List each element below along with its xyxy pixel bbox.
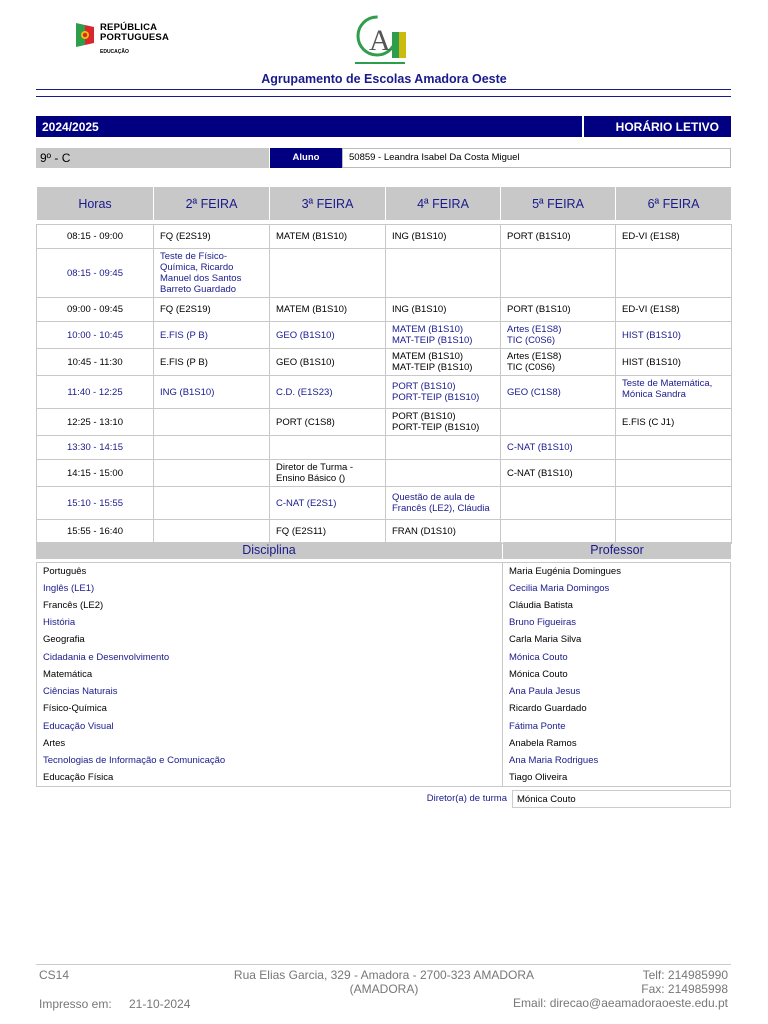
slot-cell xyxy=(501,409,616,436)
schedule-row xyxy=(37,225,732,249)
footer-contacts xyxy=(480,968,728,1010)
hora-cell: 13:30 - 14:15 xyxy=(37,436,154,460)
schedule-header-row xyxy=(37,187,732,221)
gov-name xyxy=(100,23,169,43)
professor-item: Mónica Couto xyxy=(509,669,568,680)
slot-cell: ING (B1S10) xyxy=(386,298,501,322)
slot-cell: MATEM (B1S10) xyxy=(270,298,386,322)
slot-cell xyxy=(616,436,732,460)
schedule-row xyxy=(37,298,732,322)
slot-cell xyxy=(501,249,616,298)
professor-item: Mónica Couto xyxy=(509,652,568,663)
disciplina-item: Físico-Química xyxy=(43,703,107,714)
school-name: Agrupamento de Escolas Amadora Oeste xyxy=(261,72,507,86)
slot-cell xyxy=(616,249,732,298)
slot-cell: C-NAT (B1S10) xyxy=(501,460,616,487)
diretor-turma-label: Diretor(a) de turma xyxy=(426,793,507,804)
hora-cell: 15:55 - 16:40 xyxy=(37,520,154,544)
professor-item: Carla Maria Silva xyxy=(509,634,582,645)
hora-cell: 09:00 - 09:45 xyxy=(37,298,154,322)
slot-cell xyxy=(154,520,270,544)
slot-cell: ING (B1S10) xyxy=(386,225,501,249)
header-quarta: 4ª FEIRA xyxy=(386,187,501,221)
header-quinta: 5ª FEIRA xyxy=(501,187,616,221)
disciplina-item: Cidadania e Desenvolvimento xyxy=(43,652,170,663)
svg-text:A: A xyxy=(369,24,391,57)
schedule-row xyxy=(37,436,732,460)
slot-cell xyxy=(386,249,501,298)
slot-cell: C.D. (E1S23) xyxy=(270,376,386,409)
professor-item: Bruno Figueiras xyxy=(509,617,577,628)
slot-cell: C-NAT (B1S10) xyxy=(501,436,616,460)
slot-cell xyxy=(616,487,732,520)
slot-cell xyxy=(386,436,501,460)
professor-item: Ana Maria Rodrigues xyxy=(509,755,599,766)
disciplina-item: Tecnologias de Informação e Comunicação xyxy=(43,755,226,766)
hora-cell: 10:00 - 10:45 xyxy=(37,322,154,349)
professor-item: Ana Paula Jesus xyxy=(509,686,581,697)
slot-cell: PORT (B1S10) PORT-TEIP (B1S10) xyxy=(386,376,501,409)
slot-cell xyxy=(154,460,270,487)
slot-cell: Questão de aula de Francês (LE2), Cláudia xyxy=(386,487,501,520)
disciplina-item: Educação Visual xyxy=(43,721,114,732)
schedule-row xyxy=(37,249,732,298)
document-title: HORÁRIO LETIVO xyxy=(584,116,731,137)
disciplina-item: Ciências Naturais xyxy=(43,686,118,697)
professor-item: Anabela Ramos xyxy=(509,738,577,749)
professor-item: Ricardo Guardado xyxy=(509,703,587,714)
hora-cell: 14:15 - 15:00 xyxy=(37,460,154,487)
footer-email: Email: direcao@aeamadoraoeste.edu.pt xyxy=(513,996,728,1010)
footer-telf: Telf: 214985990 xyxy=(642,968,728,982)
header-rule xyxy=(36,89,731,90)
slot-cell xyxy=(154,409,270,436)
address-line1: Rua Elias Garcia, 329 - Amadora - 2700-323 AMADORA xyxy=(233,968,535,982)
disciplina-item: História xyxy=(43,617,76,628)
disciplina-item: Matemática xyxy=(43,669,93,680)
printed-label: Impresso em: xyxy=(39,997,112,1011)
school-logo xyxy=(350,12,412,68)
schedule-row xyxy=(37,487,732,520)
slot-cell xyxy=(270,436,386,460)
footer-fax: Fax: 214985998 xyxy=(641,982,728,996)
slot-cell: GEO (B1S10) xyxy=(270,322,386,349)
slot-cell: FQ (E2S19) xyxy=(154,298,270,322)
schedule-row xyxy=(37,460,732,487)
footer-rule xyxy=(36,964,731,965)
schedule-row xyxy=(37,520,732,544)
slot-cell xyxy=(501,487,616,520)
slot-cell xyxy=(154,436,270,460)
address-line2: (AMADORA) xyxy=(349,982,419,996)
aluno-label: Aluno xyxy=(270,148,342,168)
slot-cell: Artes (E1S8) TIC (C0S6) xyxy=(501,349,616,376)
gov-sub: EDUCAÇÃO xyxy=(100,49,129,55)
hora-cell: 08:15 - 09:00 xyxy=(37,225,154,249)
disciplina-item: Francês (LE2) xyxy=(43,600,104,611)
slot-cell: ING (B1S10) xyxy=(154,376,270,409)
aluno-value: 50859 - Leandra Isabel Da Costa Miguel xyxy=(342,148,731,168)
professor-item: Maria Eugénia Domingues xyxy=(509,566,621,577)
slot-cell: FRAN (D1S10) xyxy=(386,520,501,544)
republica-portuguesa-logo xyxy=(76,20,171,58)
slot-cell: HIST (B1S10) xyxy=(616,349,732,376)
professor-item: Cláudia Batista xyxy=(509,600,573,611)
school-year: 2024/2025 xyxy=(36,116,582,137)
portugal-flag-icon xyxy=(76,23,94,47)
slot-cell: GEO (C1S8) xyxy=(501,376,616,409)
slot-cell: ED-VI (E1S8) xyxy=(616,225,732,249)
disciplines-list xyxy=(36,562,731,787)
slot-cell: MATEM (B1S10) xyxy=(270,225,386,249)
slot-cell: E.FIS (P B) xyxy=(154,349,270,376)
schedule-row xyxy=(37,409,732,436)
slot-cell: PORT (C1S8) xyxy=(270,409,386,436)
slot-cell xyxy=(616,520,732,544)
disciplina-item: Artes xyxy=(43,738,66,749)
hora-cell: 11:40 - 12:25 xyxy=(37,376,154,409)
slot-cell: E.FIS (P B) xyxy=(154,322,270,349)
hora-cell: 08:15 - 09:45 xyxy=(37,249,154,298)
footer-code: CS14 xyxy=(39,968,70,982)
header-rule-2 xyxy=(36,96,731,97)
header-sexta: 6ª FEIRA xyxy=(616,187,732,221)
slot-cell: E.FIS (C J1) xyxy=(616,409,732,436)
disciplina-item: Geografia xyxy=(43,634,85,645)
slot-cell: PORT (B1S10) xyxy=(501,225,616,249)
slot-cell: C-NAT (E2S1) xyxy=(270,487,386,520)
printed-date: 21-10-2024 xyxy=(129,997,191,1011)
disciplina-header: Disciplina xyxy=(36,542,502,559)
slot-cell: FQ (E2S19) xyxy=(154,225,270,249)
hora-cell: 15:10 - 15:55 xyxy=(37,487,154,520)
slot-cell xyxy=(616,460,732,487)
slot-cell xyxy=(154,487,270,520)
slot-cell: Teste de Físico-Química, Ricardo Manuel dos Santos Barreto Guardado xyxy=(154,249,270,298)
slot-cell: Artes (E1S8) TIC (C0S6) xyxy=(501,322,616,349)
schedule-row xyxy=(37,349,732,376)
professor-item: Fátima Ponte xyxy=(509,721,566,732)
slot-cell xyxy=(386,460,501,487)
slot-cell: MATEM (B1S10) MAT-TEIP (B1S10) xyxy=(386,322,501,349)
schedule-row xyxy=(37,376,732,409)
school-logo-icon xyxy=(350,12,412,68)
slot-cell: MATEM (B1S10) MAT-TEIP (B1S10) xyxy=(386,349,501,376)
slot-cell xyxy=(501,520,616,544)
class-label: 9º - C xyxy=(36,148,269,168)
slot-cell: Diretor de Turma - Ensino Básico () xyxy=(270,460,386,487)
schedule-row xyxy=(37,322,732,349)
schedule-table xyxy=(36,186,732,544)
professor-header: Professor xyxy=(503,542,731,559)
professor-item: Cecilia Maria Domingos xyxy=(509,583,610,594)
disciplina-item: Educação Física xyxy=(43,772,114,783)
slot-cell: Teste de Matemática, Mónica Sandra xyxy=(616,376,732,409)
slot-cell xyxy=(270,249,386,298)
hora-cell: 10:45 - 11:30 xyxy=(37,349,154,376)
slot-cell: GEO (B1S10) xyxy=(270,349,386,376)
diretor-turma-value: Mónica Couto xyxy=(512,790,731,808)
disciplines-divider xyxy=(502,562,503,787)
gov-name-line1: REPÚBLICA xyxy=(100,22,158,33)
disciplina-item: Inglês (LE1) xyxy=(43,583,95,594)
professor-item: Tiago Oliveira xyxy=(509,772,568,783)
slot-cell: FQ (E2S11) xyxy=(270,520,386,544)
gov-name-line2: PORTUGUESA xyxy=(100,32,170,43)
disciplina-item: Português xyxy=(43,566,87,577)
slot-cell: PORT (B1S10) xyxy=(501,298,616,322)
slot-cell: ED-VI (E1S8) xyxy=(616,298,732,322)
header-terca: 3ª FEIRA xyxy=(270,187,386,221)
header-segunda: 2ª FEIRA xyxy=(154,187,270,221)
header-horas: Horas xyxy=(37,187,154,221)
hora-cell: 12:25 - 13:10 xyxy=(37,409,154,436)
slot-cell: HIST (B1S10) xyxy=(616,322,732,349)
slot-cell: PORT (B1S10) PORT-TEIP (B1S10) xyxy=(386,409,501,436)
